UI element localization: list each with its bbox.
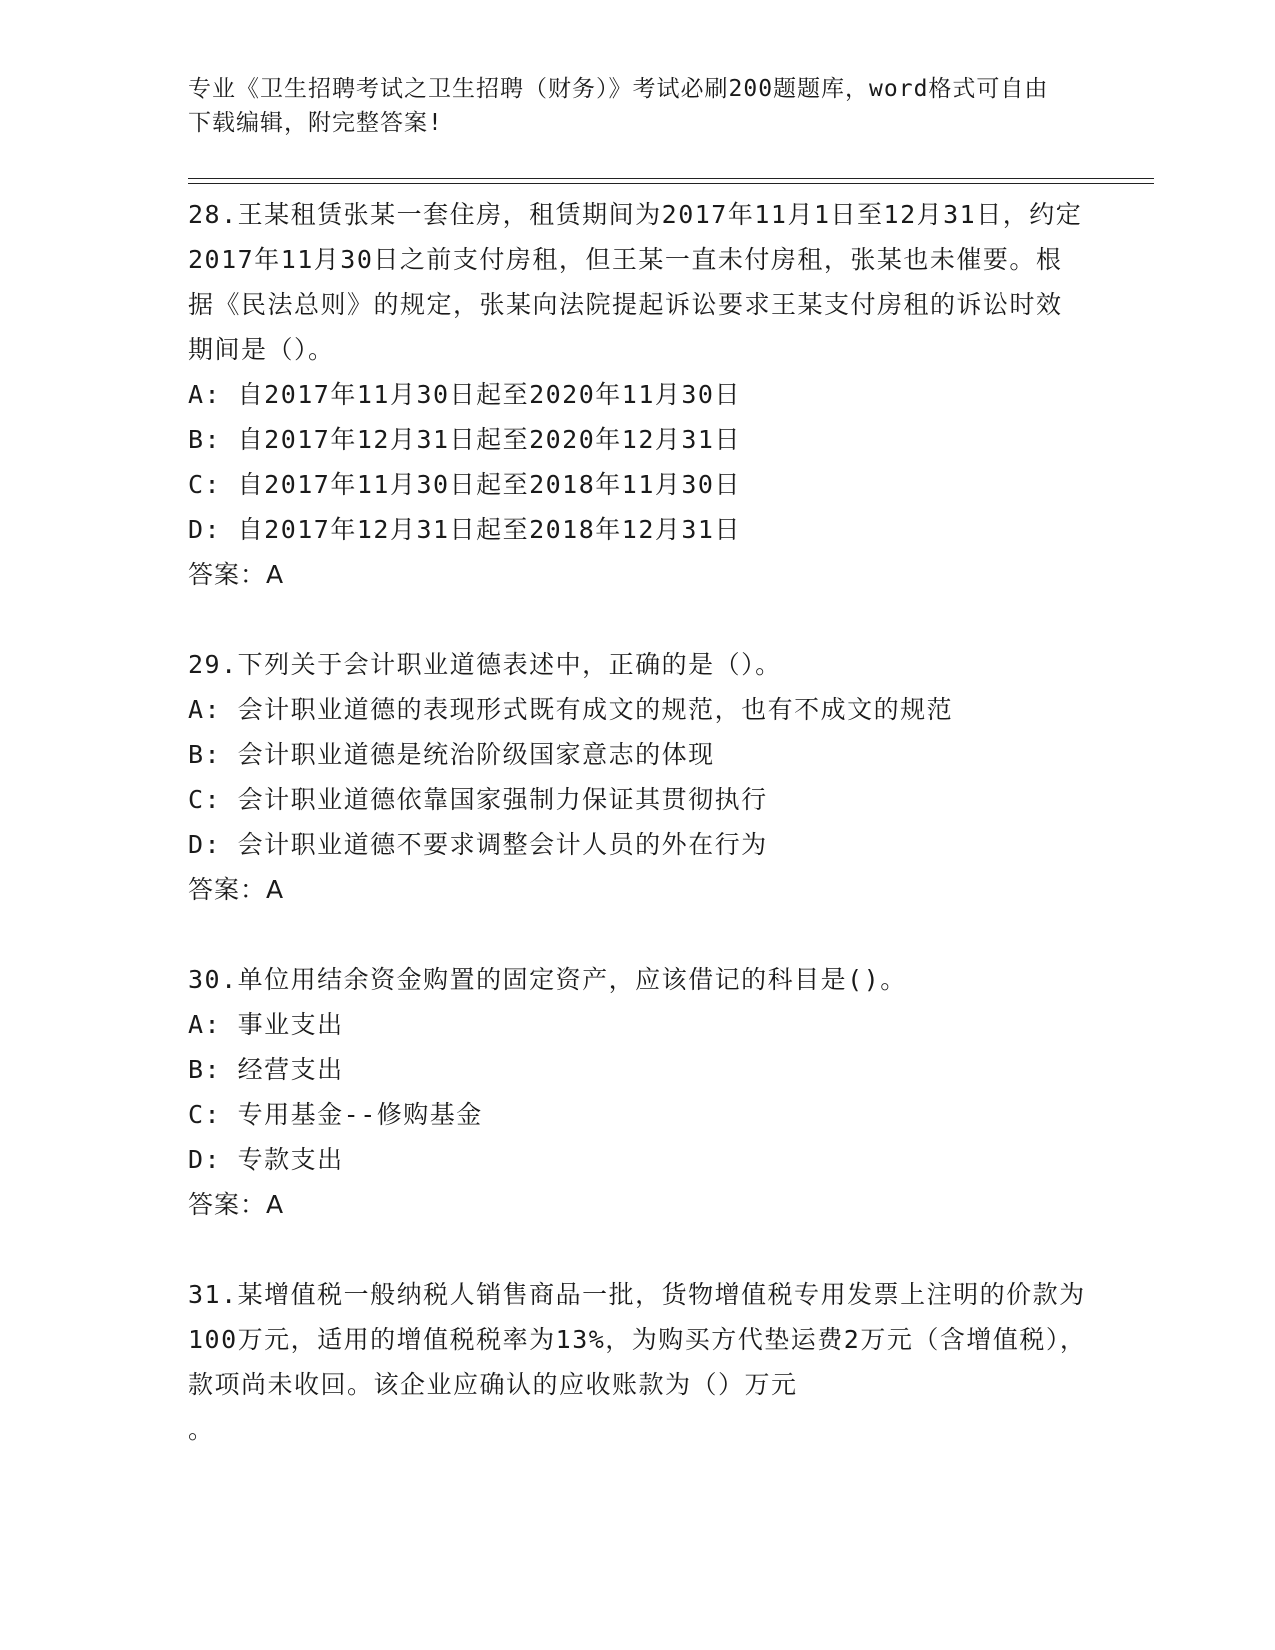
- question-30: [188, 957, 1088, 1227]
- option-c: C: 自2017年11月30日起至2018年11月30日: [188, 470, 741, 499]
- question-31: [188, 1272, 1088, 1452]
- question-spacer: [188, 1227, 1088, 1272]
- question-stem: 31.某增值税一般纳税人销售商品一批，货物增值税专用发票上注明的价款为100万元，适用的增值税税率为13%，为购买方代垫运费2万元（含增值税），款项尚未收回。该企业应确认的应收账款为（）万元: [188, 1280, 1087, 1399]
- question-list: [188, 192, 1088, 1452]
- option-b: B: 自2017年12月31日起至2020年12月31日: [188, 425, 741, 454]
- header-divider-secondary: [188, 183, 1154, 184]
- question-29: [188, 642, 1088, 912]
- option-a: A: 会计职业道德的表现形式既有成文的规范，也有不成文的规范: [188, 695, 954, 724]
- option-d: D: 专款支出: [188, 1145, 344, 1174]
- question-28: [188, 192, 1088, 597]
- question-stem: 28.王某租赁张某一套住房，租赁期间为2017年11月1日至12月31日，约定2017年11月30日之前支付房租，但王某一直未付房租，张某也未催要。根据《民法总则》的规定，张某向法院提起诉讼要求王某支付房租的诉讼时效期间是（）。: [188, 200, 1083, 364]
- option-d: D: 会计职业道德不要求调整会计人员的外在行为: [188, 830, 768, 859]
- option-d: D: 自2017年12月31日起至2018年12月31日: [188, 515, 741, 544]
- option-c: C: 会计职业道德依靠国家强制力保证其贯彻执行: [188, 785, 768, 814]
- option-a: A: 自2017年11月30日起至2020年11月30日: [188, 380, 741, 409]
- answer-line: 答案：A: [188, 1190, 285, 1219]
- option-c: C: 专用基金--修购基金: [188, 1100, 483, 1129]
- answer-line: 答案：A: [188, 560, 285, 589]
- answer-line: 答案：A: [188, 875, 285, 904]
- question-spacer: [188, 597, 1088, 642]
- question-spacer: [188, 912, 1088, 957]
- header-divider: [188, 178, 1154, 179]
- question-stem-trailing-punctuation: 。: [188, 1415, 215, 1444]
- option-b: B: 经营支出: [188, 1055, 344, 1084]
- page-header: 专业《卫生招聘考试之卫生招聘（财务）》考试必刷200题题库，word格式可自由下载编辑，附完整答案!: [188, 76, 1049, 136]
- option-b: B: 会计职业道德是统治阶级国家意志的体现: [188, 740, 715, 769]
- question-stem: 29.下列关于会计职业道德表述中，正确的是（）。: [188, 650, 782, 679]
- option-a: A: 事业支出: [188, 1010, 344, 1039]
- question-stem: 30.单位用结余资金购置的固定资产，应该借记的科目是()。: [188, 965, 907, 994]
